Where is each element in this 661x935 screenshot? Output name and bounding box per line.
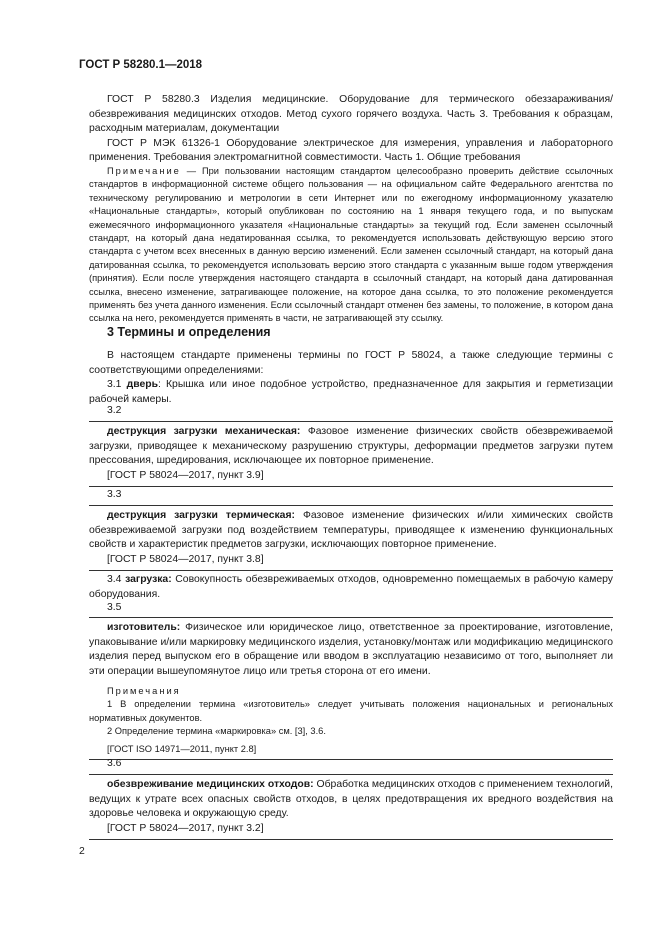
- term-number: 3.5: [107, 602, 122, 613]
- term-name: загрузка:: [125, 574, 172, 585]
- normative-references: [89, 93, 613, 166]
- term-definition: Физическое или юридическое лицо, ответственное за проектирование, изготовление, упаковывание и/или маркировку медицинского изделия, установку/монтаж или модификацию медицинского изделия перед выпуском его в обращение или вводом в эксплуатацию независимо от того, выполняет ли эти операции вышеупомянутое лицо или третья сторона от его имени.: [89, 622, 613, 677]
- term-name: обезвреживание медицинских отходов:: [107, 779, 314, 790]
- term-name: дверь: [126, 379, 158, 390]
- term-definition: : Крышка или иное подобное устройство, предназначенное для закрытия и герметизации рабочей камеры.: [89, 379, 613, 405]
- term-box-3-3: [89, 505, 613, 571]
- references-note: [89, 165, 613, 326]
- term-name: деструкция загрузки механическая:: [107, 426, 301, 437]
- term-name: деструкция загрузки термическая:: [107, 510, 295, 521]
- section-title: 3 Термины и определения: [107, 325, 271, 339]
- term-source: [ГОСТ Р 58024—2017, пункт 3.9]: [107, 469, 264, 481]
- term-note-1: 1 В определении термина «изготовитель» следует учитывать положения национальных и региональных нормативных документов.: [89, 699, 613, 723]
- term-definition: Фазовое изменение физических свойств обезвреживаемой загрузки, приводящее к механическому разрушению структуры, деформации предметов загрузки путем прессования, шредирования, исключающее их повторное применение.: [89, 426, 613, 466]
- term-name: изготовитель:: [107, 622, 181, 633]
- section-intro: В настоящем стандарте применены термины по ГОСТ Р 58024, а также следующие термины с соответствующими определениями: 3.1 дверь: Крышка или иное подобное устройство, предназначенное для закрытия и герметизации рабочей камеры.: [89, 349, 613, 407]
- term-source: [ГОСТ Р 58024—2017, пункт 3.8]: [107, 553, 264, 565]
- term-source: [ГОСТ ISO 14971—2011, пункт 2.8]: [107, 743, 257, 754]
- term-3-4: 3.4 загрузка: Совокупность обезвреживаемых отходов, одновременно помещаемых в рабочую камеру оборудования.: [89, 574, 613, 600]
- note-label: Примечание: [107, 166, 181, 176]
- term-number: 3.2: [107, 405, 122, 416]
- term-box-3-5: [89, 617, 613, 760]
- term-3-1: 3.1 дверь: Крышка или иное подобное устройство, предназначенное для закрытия и герметизации рабочей камеры.: [89, 379, 613, 405]
- term-definition: Обработка медицинских отходов с применением технологий, ведущих к утрате всех опасных свойств отходов, в целях предотвращения их вредного воздействия на здоровье человека и окружающую среду.: [89, 779, 613, 819]
- notes-label: Примечания: [107, 686, 181, 696]
- reference-gost-58280-3: ГОСТ Р 58280.3 Изделия медицинские. Оборудование для термического обеззараживания/обезвреживания медицинских отходов. Метод сухого горячего воздуха. Часть 3. Требования к образцам, расходным материалам, документации: [89, 94, 613, 134]
- term-box-3-2: [89, 421, 613, 487]
- page-number: 2: [79, 846, 85, 857]
- term-source: [ГОСТ Р 58024—2017, пункт 3.2]: [107, 822, 264, 834]
- note-text: — При пользовании настоящим стандартом целесообразно проверить действие ссылочных стандартов в информационной системе общего пользования — на официальном сайте Федерального агентства по техническому регулированию и метрологии в сети Интернет или по ежегодному информационному указателю «Национальные стандарты», который опубликован по состоянию на 1 января текущего года, и по выпускам ежемесячного информационного указателя «Национальные стандарты» за текущий год. Если заменен ссылочный стандарт, на который дана недатированная ссылка, то рекомендуется использовать действующую версию этого стандарта с учетом всех внесенных в данную версию изменений. Если заменен ссылочный стандарт, на который дана датированная ссылка, то рекомендуется использовать версию этого стандарта с указанным выше годом утверждения (принятия). Если после утверждения настоящего стандарта в ссылочный стандарт, на который дана датированная ссылка, внесено изменение, затрагивающее положение, на которое дана ссылка, то это положение рекомендуется применять без учета данного изменения. Если ссылочный стандарт отменен без замены, то положение, в котором дана ссылка на него, рекомендуется применять в части, не затрагивающей эту ссылку.: [89, 166, 613, 324]
- reference-gost-iec-61326-1: ГОСТ Р МЭК 61326-1 Оборудование электрическое для измерения, управления и лабораторного применения. Требования электромагнитной совместимости. Часть 1. Общие требования: [89, 137, 613, 163]
- term-definition: Фазовое изменение физических и/или химических свойств обезвреживаемой загрузки под воздействием температуры, приводящее к изменению функциональных свойств и характеристик предметов загрузки, исключающих повторное применение.: [89, 510, 613, 550]
- term-number: 3.6: [107, 758, 122, 769]
- document-code-header: ГОСТ Р 58280.1—2018: [79, 59, 203, 71]
- term-definition: Совокупность обезвреживаемых отходов, одновременно помещаемых в рабочую камеру оборудования.: [89, 574, 613, 600]
- term-box-3-6: [89, 774, 613, 840]
- term-note-2: 2 Определение термина «маркировка» см. [3], 3.6.: [107, 726, 326, 737]
- term-number: 3.3: [107, 489, 122, 500]
